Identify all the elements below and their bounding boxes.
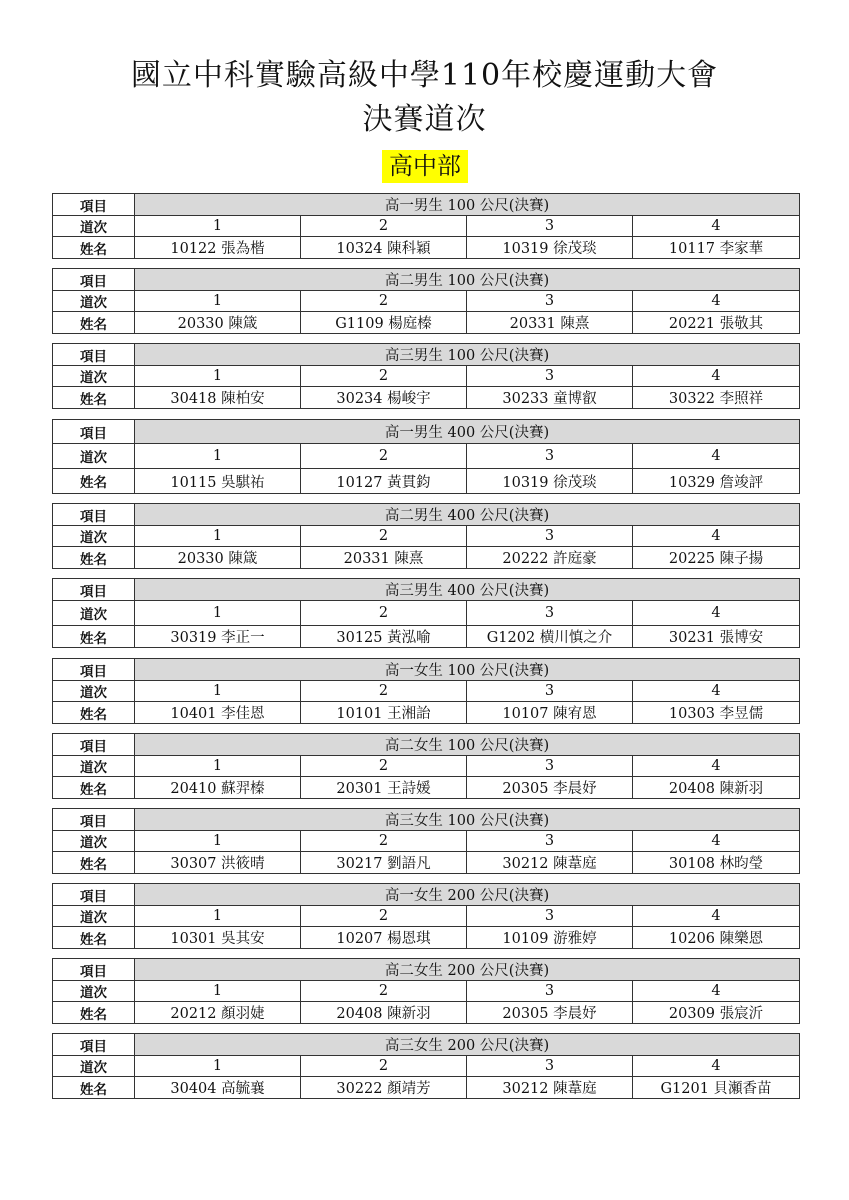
lane-number: 1 <box>135 981 301 1002</box>
lane-row <box>53 526 800 547</box>
athlete-name: 10319 徐茂琰 <box>467 469 633 494</box>
lane-row <box>53 981 800 1002</box>
name-label: 姓名 <box>53 702 135 724</box>
lane-number: 1 <box>135 756 301 777</box>
lane-number: 3 <box>467 906 633 927</box>
lane-number: 3 <box>467 444 633 469</box>
event-row <box>53 884 800 906</box>
lane-number: 2 <box>301 1056 467 1077</box>
event-table <box>52 503 800 569</box>
lane-number: 4 <box>633 681 800 702</box>
lane-number: 2 <box>301 831 467 852</box>
lane-number: 1 <box>135 681 301 702</box>
event-row <box>53 344 800 366</box>
event-label: 項目 <box>53 809 135 831</box>
document-subtitle: 決賽道次 <box>362 102 487 137</box>
event-label: 項目 <box>53 734 135 756</box>
athlete-name: 30212 陳葦庭 <box>467 852 633 874</box>
lane-label: 道次 <box>53 366 135 387</box>
table-gap <box>52 949 799 958</box>
athlete-name: 30234 楊峻宇 <box>301 387 467 409</box>
event-row <box>53 959 800 981</box>
event-row <box>53 579 800 601</box>
event-label: 項目 <box>53 194 135 216</box>
lane-label: 道次 <box>53 681 135 702</box>
lane-number: 1 <box>135 366 301 387</box>
athlete-name: 20331 陳熹 <box>467 312 633 334</box>
athlete-name: 10401 李佳恩 <box>135 702 301 724</box>
event-title: 高二女生 200 公尺(決賽) <box>135 959 800 981</box>
name-label: 姓名 <box>53 927 135 949</box>
lane-number: 4 <box>633 216 800 237</box>
name-row <box>53 469 800 494</box>
athlete-name: 20301 王詩媛 <box>301 777 467 799</box>
event-table <box>52 419 800 494</box>
lane-number: 1 <box>135 1056 301 1077</box>
event-row <box>53 269 800 291</box>
table-gap <box>52 724 799 733</box>
lane-number: 1 <box>135 601 301 626</box>
lane-label: 道次 <box>53 601 135 626</box>
lane-number: 2 <box>301 981 467 1002</box>
event-table <box>52 958 800 1024</box>
event-title: 高二女生 100 公尺(決賽) <box>135 734 800 756</box>
lane-number: 1 <box>135 906 301 927</box>
name-row <box>53 237 800 259</box>
event-label: 項目 <box>53 659 135 681</box>
name-label: 姓名 <box>53 312 135 334</box>
event-label: 項目 <box>53 269 135 291</box>
athlete-name: 10303 李昱儒 <box>633 702 800 724</box>
lane-number: 3 <box>467 601 633 626</box>
athlete-name: 20221 張敬其 <box>633 312 800 334</box>
event-title: 高三男生 400 公尺(決賽) <box>135 579 800 601</box>
event-table <box>52 1033 800 1099</box>
lane-number: 3 <box>467 366 633 387</box>
event-label: 項目 <box>53 959 135 981</box>
athlete-name: 30212 陳葦庭 <box>467 1077 633 1099</box>
event-label: 項目 <box>53 884 135 906</box>
athlete-name: 30125 黃泓喻 <box>301 626 467 648</box>
lane-number: 3 <box>467 216 633 237</box>
athlete-name: 30222 顏靖芳 <box>301 1077 467 1099</box>
athlete-name: 30319 李正一 <box>135 626 301 648</box>
lane-row <box>53 601 800 626</box>
table-gap <box>52 334 799 343</box>
athlete-name: 20408 陳新羽 <box>633 777 800 799</box>
athlete-name: 10107 陳宥恩 <box>467 702 633 724</box>
lane-number: 4 <box>633 366 800 387</box>
lane-number: 4 <box>633 1056 800 1077</box>
lane-number: 1 <box>135 291 301 312</box>
athlete-name: G1202 横川慎之介 <box>467 626 633 648</box>
lane-row <box>53 216 800 237</box>
event-row <box>53 420 800 444</box>
event-row <box>53 809 800 831</box>
section-label: 高中部 <box>382 150 468 183</box>
athlete-name: 10329 詹竣評 <box>633 469 800 494</box>
lane-label: 道次 <box>53 291 135 312</box>
name-label: 姓名 <box>53 237 135 259</box>
name-label: 姓名 <box>53 1002 135 1024</box>
lane-number: 2 <box>301 906 467 927</box>
lane-row <box>53 1056 800 1077</box>
name-label: 姓名 <box>53 469 135 494</box>
name-label: 姓名 <box>53 626 135 648</box>
name-label: 姓名 <box>53 852 135 874</box>
table-gap <box>52 648 799 658</box>
lane-label: 道次 <box>53 831 135 852</box>
event-row <box>53 659 800 681</box>
athlete-name: 30404 高毓襄 <box>135 1077 301 1099</box>
athlete-name: 10115 吳騏祐 <box>135 469 301 494</box>
athlete-name: 10109 游雅婷 <box>467 927 633 949</box>
lane-number: 4 <box>633 291 800 312</box>
lane-number: 1 <box>135 526 301 547</box>
athlete-name: 10117 李家華 <box>633 237 800 259</box>
name-row <box>53 1077 800 1099</box>
athlete-name: 10319 徐茂琰 <box>467 237 633 259</box>
lane-number: 4 <box>633 444 800 469</box>
lane-row <box>53 366 800 387</box>
lane-number: 2 <box>301 444 467 469</box>
lane-label: 道次 <box>53 526 135 547</box>
athlete-name: 30108 林昀瑩 <box>633 852 800 874</box>
athlete-name: 30307 洪筱晴 <box>135 852 301 874</box>
event-table <box>52 578 800 648</box>
lane-number: 1 <box>135 216 301 237</box>
athlete-name: 10101 王湘詒 <box>301 702 467 724</box>
table-gap <box>52 1024 799 1033</box>
name-label: 姓名 <box>53 777 135 799</box>
name-row <box>53 702 800 724</box>
lane-label: 道次 <box>53 981 135 1002</box>
lane-row <box>53 831 800 852</box>
name-row <box>53 547 800 569</box>
athlete-name: 20309 張宸沂 <box>633 1002 800 1024</box>
athlete-name: 10122 張為楷 <box>135 237 301 259</box>
name-label: 姓名 <box>53 1077 135 1099</box>
event-title: 高三女生 200 公尺(決賽) <box>135 1034 800 1056</box>
lane-number: 3 <box>467 1056 633 1077</box>
athlete-name: 20408 陳新羽 <box>301 1002 467 1024</box>
event-table <box>52 733 800 799</box>
athlete-name: 20225 陳子揚 <box>633 547 800 569</box>
event-table <box>52 808 800 874</box>
table-gap <box>52 569 799 578</box>
lane-number: 2 <box>301 291 467 312</box>
event-table <box>52 193 800 259</box>
athlete-name: 10324 陳科穎 <box>301 237 467 259</box>
name-row <box>53 626 800 648</box>
event-title: 高一男生 400 公尺(決賽) <box>135 420 800 444</box>
athlete-name: 10206 陳樂恩 <box>633 927 800 949</box>
lane-number: 3 <box>467 681 633 702</box>
lane-label: 道次 <box>53 1056 135 1077</box>
event-title: 高三男生 100 公尺(決賽) <box>135 344 800 366</box>
event-list <box>52 193 799 1099</box>
lane-number: 3 <box>467 756 633 777</box>
lane-number: 1 <box>135 831 301 852</box>
lane-row <box>53 906 800 927</box>
lane-row <box>53 756 800 777</box>
lane-label: 道次 <box>53 444 135 469</box>
table-gap <box>52 874 799 883</box>
event-table <box>52 268 800 334</box>
lane-number: 3 <box>467 526 633 547</box>
name-label: 姓名 <box>53 547 135 569</box>
name-label: 姓名 <box>53 387 135 409</box>
athlete-name: 20331 陳熹 <box>301 547 467 569</box>
athlete-name: 20222 許庭豪 <box>467 547 633 569</box>
table-gap <box>52 799 799 808</box>
event-label: 項目 <box>53 579 135 601</box>
event-title: 高一男生 100 公尺(決賽) <box>135 194 800 216</box>
table-gap <box>52 259 799 268</box>
event-title: 高一女生 200 公尺(決賽) <box>135 884 800 906</box>
event-table <box>52 343 800 409</box>
name-row <box>53 927 800 949</box>
table-gap <box>52 494 799 503</box>
event-table <box>52 658 800 724</box>
event-row <box>53 734 800 756</box>
event-title: 高二男生 400 公尺(決賽) <box>135 504 800 526</box>
athlete-name: G1109 楊庭榛 <box>301 312 467 334</box>
event-row <box>53 504 800 526</box>
name-row <box>53 777 800 799</box>
athlete-name: 20305 李晨妤 <box>467 1002 633 1024</box>
lane-number: 4 <box>633 526 800 547</box>
lane-number: 4 <box>633 601 800 626</box>
lane-label: 道次 <box>53 906 135 927</box>
lane-number: 3 <box>467 831 633 852</box>
lane-number: 2 <box>301 366 467 387</box>
athlete-name: 10127 黃貫鈞 <box>301 469 467 494</box>
name-row <box>53 312 800 334</box>
lane-number: 1 <box>135 444 301 469</box>
athlete-name: 20330 陳箴 <box>135 312 301 334</box>
lane-number: 2 <box>301 681 467 702</box>
event-label: 項目 <box>53 344 135 366</box>
lane-row <box>53 444 800 469</box>
lane-row <box>53 681 800 702</box>
athlete-name: 20410 蘇羿榛 <box>135 777 301 799</box>
lane-number: 2 <box>301 601 467 626</box>
name-row <box>53 852 800 874</box>
athlete-name: 20330 陳箴 <box>135 547 301 569</box>
lane-number: 4 <box>633 906 800 927</box>
event-title: 高二男生 100 公尺(決賽) <box>135 269 800 291</box>
athlete-name: 30217 劉語凡 <box>301 852 467 874</box>
lane-number: 4 <box>633 756 800 777</box>
athlete-name: G1201 貝瀬香苗 <box>633 1077 800 1099</box>
table-gap <box>52 409 799 419</box>
athlete-name: 30418 陳柏安 <box>135 387 301 409</box>
lane-label: 道次 <box>53 216 135 237</box>
name-row <box>53 1002 800 1024</box>
lane-number: 2 <box>301 526 467 547</box>
event-label: 項目 <box>53 420 135 444</box>
lane-number: 3 <box>467 981 633 1002</box>
athlete-name: 30231 張博安 <box>633 626 800 648</box>
lane-row <box>53 291 800 312</box>
document-title: 國立中科實驗高級中學110年校慶運動大會 <box>130 58 719 93</box>
athlete-name: 30322 李照祥 <box>633 387 800 409</box>
lane-number: 2 <box>301 756 467 777</box>
lane-label: 道次 <box>53 756 135 777</box>
athlete-name: 20305 李晨妤 <box>467 777 633 799</box>
event-label: 項目 <box>53 504 135 526</box>
event-label: 項目 <box>53 1034 135 1056</box>
event-row <box>53 1034 800 1056</box>
athlete-name: 30233 童博叡 <box>467 387 633 409</box>
event-title: 高一女生 100 公尺(決賽) <box>135 659 800 681</box>
lane-number: 4 <box>633 981 800 1002</box>
lane-number: 4 <box>633 831 800 852</box>
athlete-name: 10301 吳其安 <box>135 927 301 949</box>
athlete-name: 10207 楊恩琪 <box>301 927 467 949</box>
name-row <box>53 387 800 409</box>
event-table <box>52 883 800 949</box>
lane-number: 3 <box>467 291 633 312</box>
event-title: 高三女生 100 公尺(決賽) <box>135 809 800 831</box>
lane-number: 2 <box>301 216 467 237</box>
event-row <box>53 194 800 216</box>
athlete-name: 20212 顏羽婕 <box>135 1002 301 1024</box>
